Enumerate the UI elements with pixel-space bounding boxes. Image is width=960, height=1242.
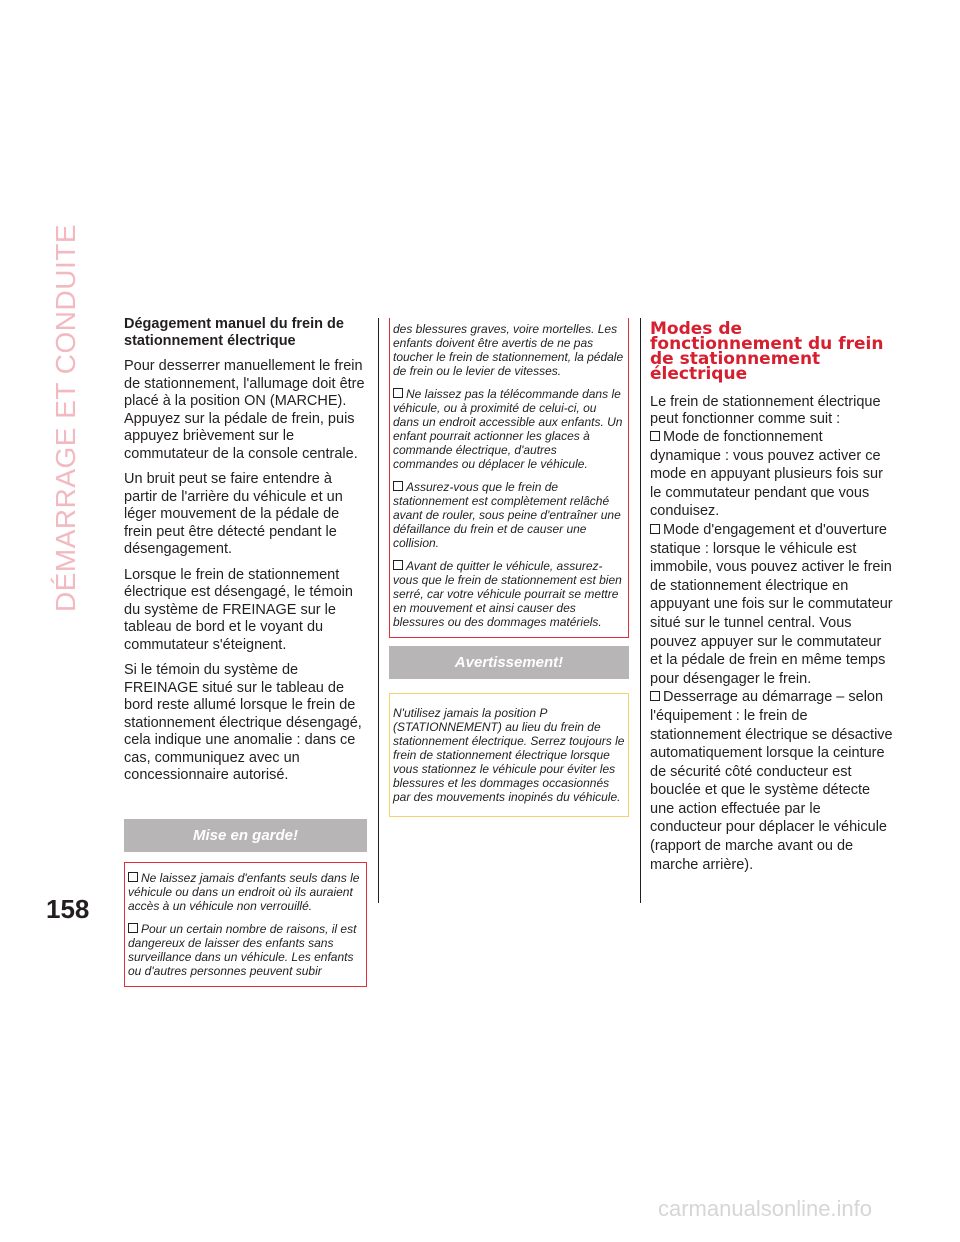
watermark: carmanualsonline.info <box>658 1196 873 1221</box>
list-item: Mode d'engagement et d'ouverture statique : lorsque le véhicule est immobile, vous pouvez activer le frein de stationnement électrique en appuyant une fois sur le commutateur situé sur le tunnel central. Vous pouvez appuyer sur le commutateur et la pédale de frein en même temps pour désengager le frein. <box>650 521 893 687</box>
warning-item: Avant de quitter le véhicule, assurez-vous que le frein de stationnement est bien serré, car votre véhicule pourrait se mettre en mouvement et ainsi causer des blessures ou des dommages matériels. <box>393 559 622 629</box>
column-3 <box>650 316 895 874</box>
column-divider <box>378 318 379 903</box>
checkbox-bullet-icon <box>128 872 138 882</box>
column-divider <box>640 318 641 903</box>
warning-title: Mise en garde! <box>124 819 367 852</box>
checkbox-bullet-icon <box>393 388 403 398</box>
checkbox-bullet-icon <box>650 691 660 701</box>
warning-box-continued <box>389 318 629 638</box>
subheading: Dégagement manuel du frein de stationnement électrique <box>124 316 344 349</box>
page-number: 158 <box>46 894 90 924</box>
checkbox-bullet-icon <box>650 431 660 441</box>
checkbox-bullet-icon <box>393 560 403 570</box>
column-1 <box>124 312 367 987</box>
warning-item: Ne laissez pas la télécommande dans le véhicule, ou à proximité de celui-ci, ou dans un endroit accessible aux enfants. Un enfant pourrait actionner les glaces à commande électrique, d'autres commandes ou déplacer le véhicule. <box>393 387 623 471</box>
list-item: Desserrage au démarrage – selon l'équipement : le frein de stationnement électrique se désactive automatiquement lorsque la ceinture de sécurité côté conducteur est bouclée et que le système détecte une action effectuée par le conducteur pour déplacer le véhicule (rapport de marche avant ou de marche arrière). <box>650 689 893 873</box>
warning-item: Assurez-vous que le frein de stationnement est complètement relâché avant de rouler, sous peine d'entraîner une défaillance du frein et de causer une collision. <box>393 480 621 550</box>
list-item: Mode de fonctionnement dynamique : vous pouvez activer ce mode en appuyant plusieurs fois sur le commutateur pendant que vous conduisez. <box>650 429 883 520</box>
section-sidebar-title: DÉMARRAGE ET CONDUITE <box>50 223 81 612</box>
checkbox-bullet-icon <box>128 923 138 933</box>
caution-box <box>389 693 629 817</box>
column-2 <box>389 318 629 817</box>
paragraph: Lorsque le frein de stationnement électrique est désengagé, le témoin du système de FREINAGE sur le tableau de bord et le voyant du commutateur s'éteignent. <box>124 566 353 653</box>
caution-text: N'utilisez jamais la position P (STATIONNEMENT) au lieu du frein de stationnement électrique. Serrez toujours le frein de stationnement électrique lorsque vous stationnez le véhicule pour éviter les blessures et les dommages occasionnés par des mouvements inopinés du véhicule. <box>393 706 625 804</box>
caution-title: Avertissement! <box>389 646 629 679</box>
warning-box <box>124 862 367 987</box>
checkbox-bullet-icon <box>393 481 403 491</box>
section-heading: Modes de fonctionnement du frein de stationnement électrique <box>650 319 884 384</box>
warning-item: Ne laissez jamais d'enfants seuls dans le véhicule ou dans un endroit où ils auraient accès à un véhicule non verrouillé. <box>128 870 360 913</box>
paragraph: Un bruit peut se faire entendre à partir de l'arrière du véhicule et un léger mouvement de la pédale de frein peut être détecté pendant le désengagement. <box>124 471 343 557</box>
warning-item: Pour un certain nombre de raisons, il est dangereux de laisser des enfants sans surveillance dans un véhicule. Les enfants ou d'autres personnes peuvent subir <box>128 921 357 978</box>
intro-text: Le frein de stationnement électrique peut fonctionner comme suit : <box>650 394 881 427</box>
paragraph: Pour desserrer manuellement le frein de stationnement, l'allumage doit être placé à la position ON (MARCHE). Appuyez sur la pédale de frein, puis appuyez brièvement sur le commutateur de la console centrale. <box>124 358 365 462</box>
checkbox-bullet-icon <box>650 524 660 534</box>
paragraph: Si le témoin du système de FREINAGE situé sur le tableau de bord reste allumé lorsque le frein de stationnement électrique désengagé, cela indique une anomalie : dans ce cas, communiquez avec un concessionnaire autorisé. <box>124 662 362 783</box>
warning-continued-text: des blessures graves, voire mortelles. Les enfants doivent être avertis de ne pas toucher le frein de stationnement, la pédale de frein ou le levier de vitesses. <box>393 322 624 378</box>
